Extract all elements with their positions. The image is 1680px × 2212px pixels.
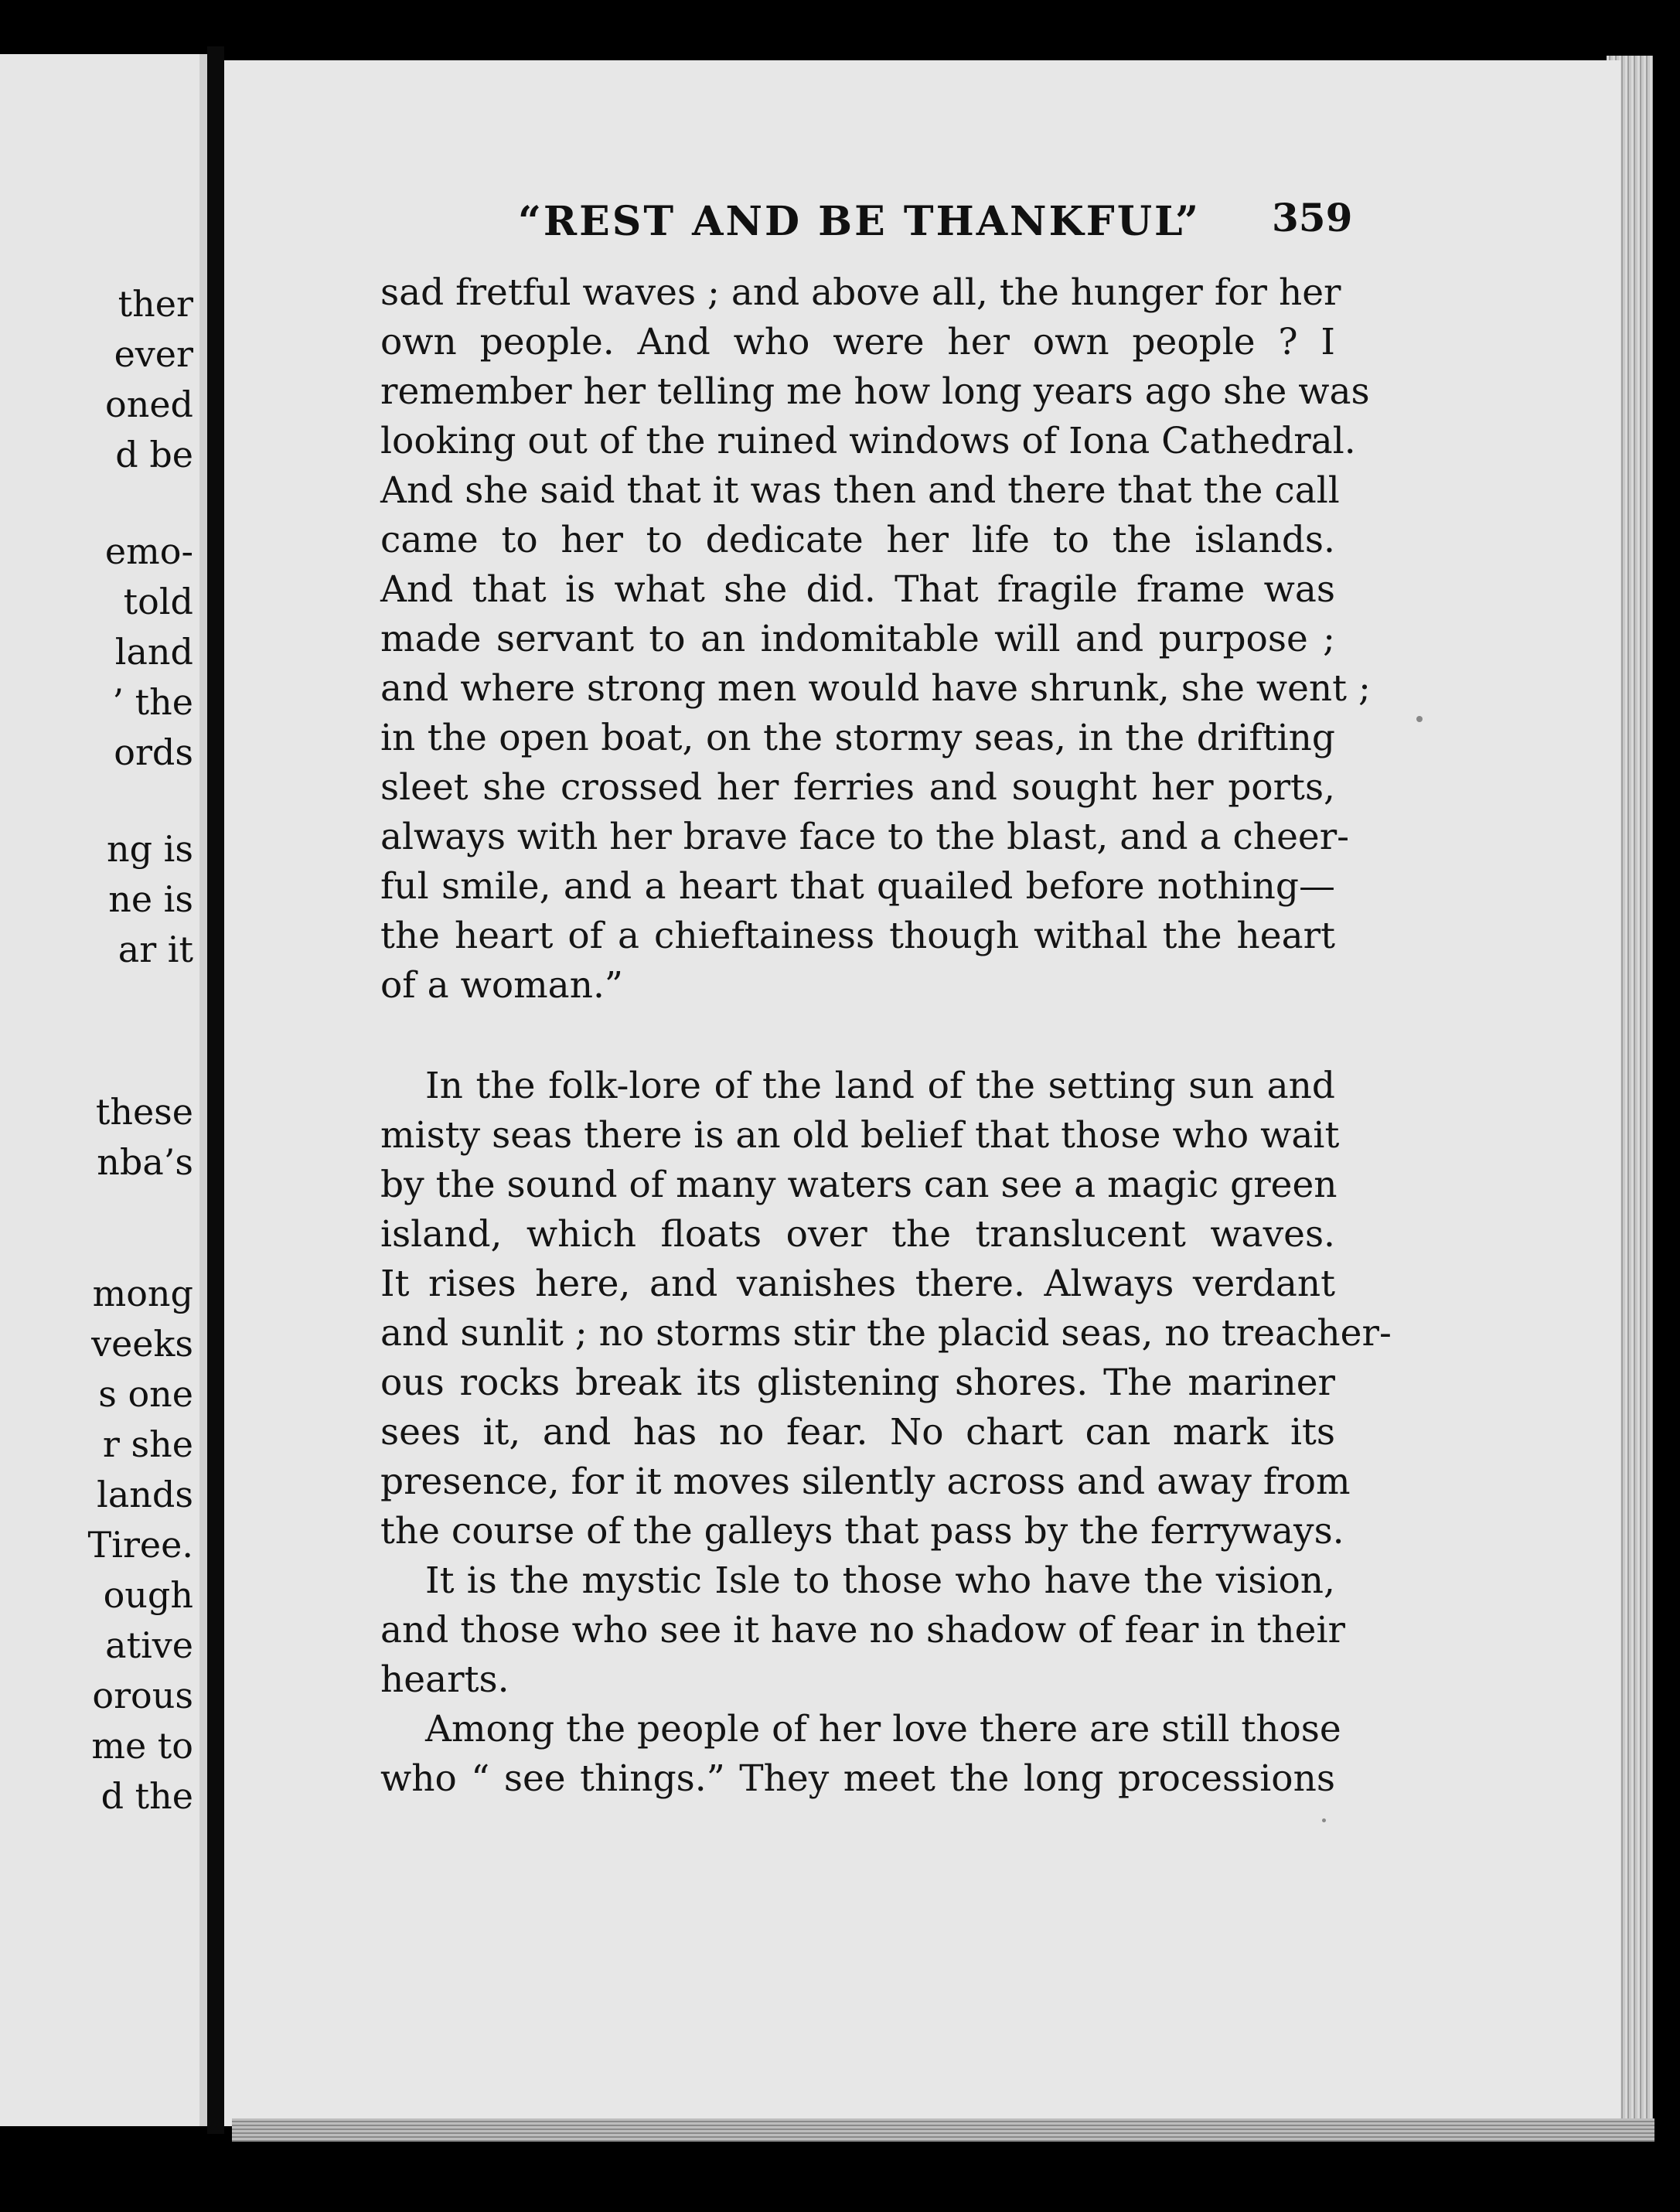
left-text-fragment: orous xyxy=(92,1675,193,1716)
left-text-fragment: r she xyxy=(102,1423,193,1465)
text-line: ful smile, and a heart that quailed before nothing— xyxy=(380,865,1335,908)
left-page-edge xyxy=(199,54,207,2126)
text-line: who “ see things.” They meet the long processions xyxy=(380,1757,1335,1800)
text-line: and sunlit ; no storms stir the placid seas, no treacher- xyxy=(380,1312,1392,1355)
left-text-fragment: lands xyxy=(97,1474,193,1515)
text-line: And she said that it was then and there that the call xyxy=(380,469,1340,512)
text-line: remember her telling me how long years ago she was xyxy=(380,370,1370,413)
left-facing-page xyxy=(0,54,207,2126)
text-line: misty seas there is an old belief that those who wait xyxy=(380,1114,1340,1157)
left-text-fragment: told xyxy=(123,581,193,622)
left-text-fragment: Tiree. xyxy=(87,1524,193,1566)
left-text-fragment: ever xyxy=(114,333,193,375)
left-text-fragment: ords xyxy=(114,731,193,773)
left-text-fragment: ar it xyxy=(118,929,193,970)
left-text-fragment: ther xyxy=(118,283,193,325)
text-line: looking out of the ruined windows of Iona Cathedral. xyxy=(380,420,1356,462)
left-text-fragment: d be xyxy=(115,434,193,475)
left-text-fragment: ative xyxy=(105,1624,193,1666)
left-text-fragment: nba’s xyxy=(97,1141,193,1183)
page-number: 359 xyxy=(1272,195,1353,240)
text-line: made servant to an indomitable will and purpose ; xyxy=(380,618,1335,660)
text-line: island, which floats over the translucent waves. xyxy=(380,1213,1335,1256)
running-title: “REST AND BE THANKFUL” xyxy=(518,198,1201,245)
text-line: and where strong men would have shrunk, she went ; xyxy=(380,667,1371,710)
text-line: by the sound of many waters can see a magic green xyxy=(380,1164,1338,1206)
text-line: hearts. xyxy=(380,1658,509,1701)
left-text-fragment: emo- xyxy=(104,530,193,572)
text-line: in the open boat, on the stormy seas, in the drifting xyxy=(380,717,1335,759)
left-text-fragment: d the xyxy=(101,1775,193,1817)
text-line: sad fretful waves ; and above all, the hunger for her xyxy=(380,271,1341,314)
paper-speck xyxy=(1416,716,1423,722)
book-gutter xyxy=(207,46,224,2134)
text-line: And that is what she did. That fragile frame was xyxy=(380,568,1335,611)
left-text-fragment: ne is xyxy=(108,878,193,920)
left-text-fragment: ough xyxy=(103,1574,193,1616)
text-line: own people. And who were her own people ? I xyxy=(380,321,1335,363)
left-text-fragment: me to xyxy=(91,1725,193,1767)
text-line: and those who see it have no shadow of fear in their xyxy=(380,1609,1345,1651)
left-text-fragment: land xyxy=(114,631,193,673)
text-line: presence, for it moves silently across and away from xyxy=(380,1460,1351,1503)
text-line: ous rocks break its glistening shores. The mariner xyxy=(380,1362,1335,1404)
text-line: sleet she crossed her ferries and sought her ports, xyxy=(380,766,1335,809)
left-text-fragment: ’ the xyxy=(112,681,193,723)
left-text-fragment: these xyxy=(95,1091,193,1133)
left-text-fragment: ng is xyxy=(106,828,193,870)
text-line: the course of the galleys that pass by the ferryways. xyxy=(380,1510,1344,1552)
text-line: It is the mystic Isle to those who have the vision, xyxy=(425,1559,1335,1602)
text-line: sees it, and has no fear. No chart can mark its xyxy=(380,1411,1335,1454)
left-text-fragment: s one xyxy=(98,1373,193,1415)
text-line: In the folk-lore of the land of the setting sun and xyxy=(425,1065,1335,1107)
page-bottom-edge xyxy=(232,2118,1654,2142)
paper-speck xyxy=(1322,1818,1326,1822)
left-text-fragment: oned xyxy=(105,383,193,425)
left-text-fragment: veeks xyxy=(91,1323,193,1365)
text-line: always with her brave face to the blast, and a cheer- xyxy=(380,816,1350,858)
text-line: the heart of a chieftainess though withal the heart xyxy=(380,915,1335,957)
text-line: Among the people of her love there are still those xyxy=(425,1708,1341,1750)
text-line: of a woman.” xyxy=(380,964,623,1007)
text-line: came to her to dedicate her life to the islands. xyxy=(380,519,1335,561)
left-text-fragment: mong xyxy=(92,1273,193,1314)
text-line: It rises here, and vanishes there. Always verdant xyxy=(380,1263,1335,1305)
